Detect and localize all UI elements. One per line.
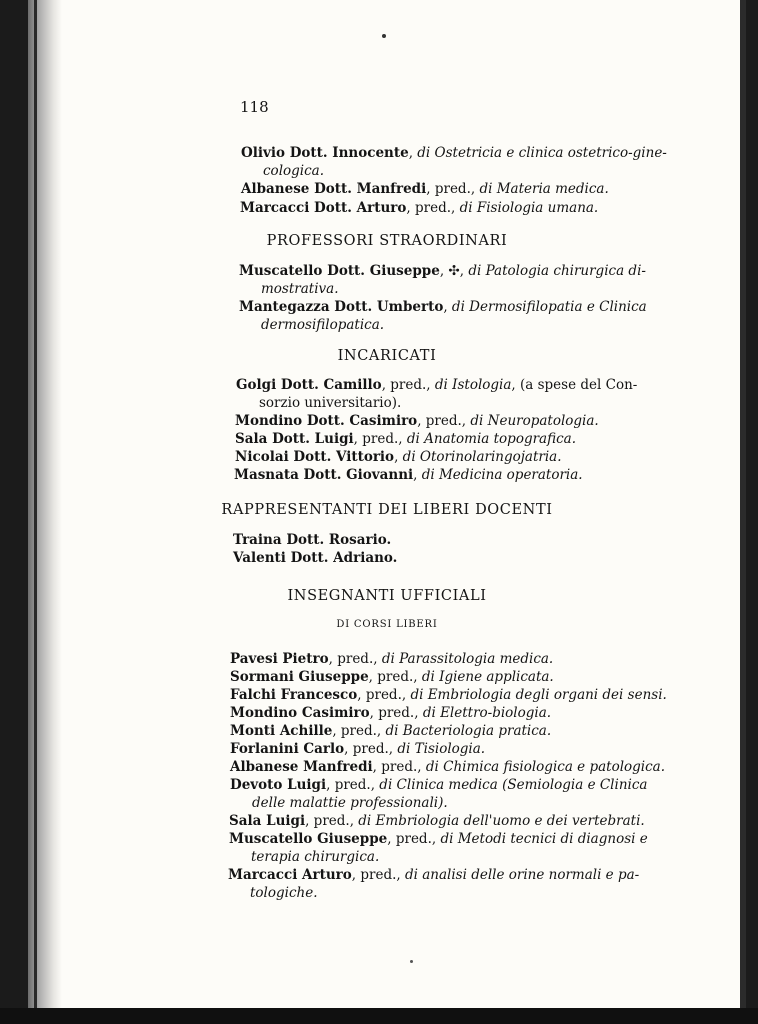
entry-masnata (234, 466, 583, 484)
entry-mantegazza (239, 298, 647, 316)
entry-separator: , (326, 777, 335, 793)
entry-golgi (236, 376, 637, 394)
entry-separator: , (368, 669, 378, 685)
entry-name: Albanese Dott. Manfredi (241, 181, 427, 197)
entry-name: Traina Dott. Rosario. (233, 532, 392, 548)
entry-separator: , (369, 705, 379, 721)
entry-separator: , (417, 413, 426, 429)
entry-continuation: cologica. (263, 163, 324, 179)
entry-subject: di Clinica medica (Semiologia e Clinica (379, 777, 648, 793)
entry-sala (235, 430, 576, 448)
entry-olivio (241, 144, 667, 162)
entry-subject: di Materia medica. (479, 181, 609, 197)
entry-subject: di analisi delle orine normali e pa- (405, 867, 640, 883)
entry-pred: pred., (340, 723, 386, 739)
entry-pred: pred., (360, 867, 405, 883)
entry-pred: pred., (390, 377, 435, 393)
entry-separator: , (305, 813, 314, 829)
section-heading-insegnanti: INSEGNANTI UFFICIALI (287, 588, 487, 604)
entry-pred: pred., (337, 651, 382, 667)
entry-muscatello (239, 262, 646, 280)
entry-name: Albanese Manfredi (230, 759, 373, 775)
entry-subject: di Parassitologia medica. (381, 651, 554, 667)
entry-separator: , (344, 741, 353, 757)
entry-separator: , (406, 200, 415, 216)
entry-separator: , (351, 867, 361, 883)
entry-separator: , ✣, (439, 263, 469, 279)
entry-name: Marcacci Dott. Arturo (240, 200, 407, 216)
entry-albanese (241, 180, 609, 198)
entry-subject: di Ostetricia e clinica ostetrico-gine- (417, 145, 667, 161)
entry-name: Falchi Francesco (230, 687, 358, 703)
entry-pred: pred., (334, 777, 380, 793)
entry-pred: pred., (414, 200, 460, 216)
entry-traina (233, 531, 391, 549)
entry-subject: di Chimica fisiologica e patologica. (425, 759, 665, 775)
entry-separator: , (332, 723, 341, 739)
entry-separator: , (372, 759, 382, 775)
entry-forlanini (230, 740, 485, 758)
entry-separator: , (381, 377, 391, 393)
entry-subject: di Medicina operatoria. (421, 467, 583, 483)
entry-pred: pred., (434, 181, 480, 197)
entry-name: Olivio Dott. Innocente (241, 145, 409, 161)
entry-subject: di Elettro-biologia. (422, 705, 552, 721)
entry-subject: di Istologia (434, 377, 512, 393)
entry-falchi (230, 686, 667, 704)
entry-continuation: mostrativa. (261, 281, 339, 297)
entry-name: Mantegazza Dott. Umberto (239, 299, 444, 315)
entry-pred: pred., (381, 759, 426, 775)
entry-pred: pred., (362, 431, 407, 447)
entry-subject: di Neuropatologia. (470, 413, 599, 429)
section-heading-straordinari: PROFESSORI STRAORDINARI (266, 233, 508, 249)
entry-name: Forlanini Carlo (230, 741, 345, 757)
entry-name: Masnata Dott. Giovanni (234, 467, 414, 483)
entry-devoto (230, 776, 647, 794)
entry-continuation: delle malattie professionali). (252, 795, 448, 811)
entry-subject: di Dermosifilopatia e Clinica (451, 299, 647, 315)
entry-separator: , (443, 299, 452, 315)
ink-speck (382, 34, 386, 38)
entry-subject: di Fisiologia umana. (459, 200, 599, 216)
entry-name: Muscatello Giuseppe (229, 831, 388, 847)
entry-nicolai (235, 448, 562, 466)
entry-albanese-manfredi (230, 758, 665, 776)
ink-speck (410, 960, 413, 963)
entry-pred: pred., (313, 813, 359, 829)
entry-name: Sormani Giuseppe (230, 669, 369, 685)
entry-separator: , (426, 181, 435, 197)
entry-name: Mondino Casimiro (230, 705, 370, 721)
entry-name: Nicolai Dott. Vittorio (235, 449, 395, 465)
entry-name: Valenti Dott. Adriano. (233, 550, 398, 566)
entry-name: Muscatello Dott. Giuseppe (239, 263, 440, 279)
entry-marcacci-arturo (228, 866, 639, 884)
section-heading-incaricati: INCARICATI (337, 348, 437, 364)
entry-pred: pred., (378, 705, 423, 721)
entry-muscatello-giuseppe (229, 830, 648, 848)
entry-mondino-casimiro (230, 704, 551, 722)
entry-continuation: tologiche. (250, 885, 318, 901)
entry-sormani (230, 668, 554, 686)
entry-pred: pred., (377, 669, 422, 685)
entry-pred: pred., (352, 741, 398, 757)
entry-separator: , (353, 431, 363, 447)
entry-monti (230, 722, 551, 740)
entry-subject: di Igiene applicata. (421, 669, 554, 685)
scan-bottom-edge (0, 1008, 758, 1024)
entry-separator: , (408, 145, 418, 161)
entry-subject: di Patologia chirurgica di- (468, 263, 646, 279)
entry-continuation: dermosifilopatica. (261, 317, 385, 333)
section-subheading: DI CORSI LIBERI (336, 619, 438, 630)
entry-continuation: terapia chirurgica. (251, 849, 380, 865)
entry-pred: pred., (365, 687, 411, 703)
page-number: 118 (240, 98, 269, 116)
entry-subject: di Tisiologia. (397, 741, 486, 757)
entry-marcacci (240, 199, 598, 217)
section-heading-rappresentanti: RAPPRESENTANTI DEI LIBERI DOCENTI (221, 502, 553, 518)
entry-name: Marcacci Arturo (228, 867, 352, 883)
entry-name: Sala Luigi (229, 813, 306, 829)
entry-subject: di Bacteriologia pratica. (385, 723, 552, 739)
entry-valenti (233, 549, 397, 567)
entry-separator: , (328, 651, 338, 667)
entry-name: Pavesi Pietro (230, 651, 329, 667)
entry-separator: , (394, 449, 403, 465)
entry-name: Sala Dott. Luigi (235, 431, 354, 447)
entry-mondino (235, 412, 599, 430)
entry-name: Mondino Dott. Casimiro (235, 413, 418, 429)
entry-name: Golgi Dott. Camillo (236, 377, 382, 393)
entry-pavesi (230, 650, 553, 668)
entry-subject: di Metodi tecnici di diagnosi e (440, 831, 648, 847)
entry-subject: di Embriologia degli organi dei sensi. (410, 687, 667, 703)
entry-pred: pred., (425, 413, 471, 429)
entry-separator: , (387, 831, 396, 847)
entry-separator: , (413, 467, 422, 483)
entry-continuation: sorzio universitario). (259, 395, 402, 411)
entry-subject: di Embriologia dell'uomo e dei vertebrati. (358, 813, 645, 829)
entry-pred: pred., (395, 831, 441, 847)
book-page (28, 0, 746, 1010)
entry-sala-luigi (229, 812, 645, 830)
entry-name: Monti Achille (230, 723, 333, 739)
entry-name: Devoto Luigi (230, 777, 327, 793)
entry-separator: , (357, 687, 366, 703)
entry-note: , (a spese del Con- (511, 377, 638, 393)
entry-subject: di Otorinolaringojatria. (402, 449, 562, 465)
entry-subject: di Anatomia topografica. (406, 431, 577, 447)
